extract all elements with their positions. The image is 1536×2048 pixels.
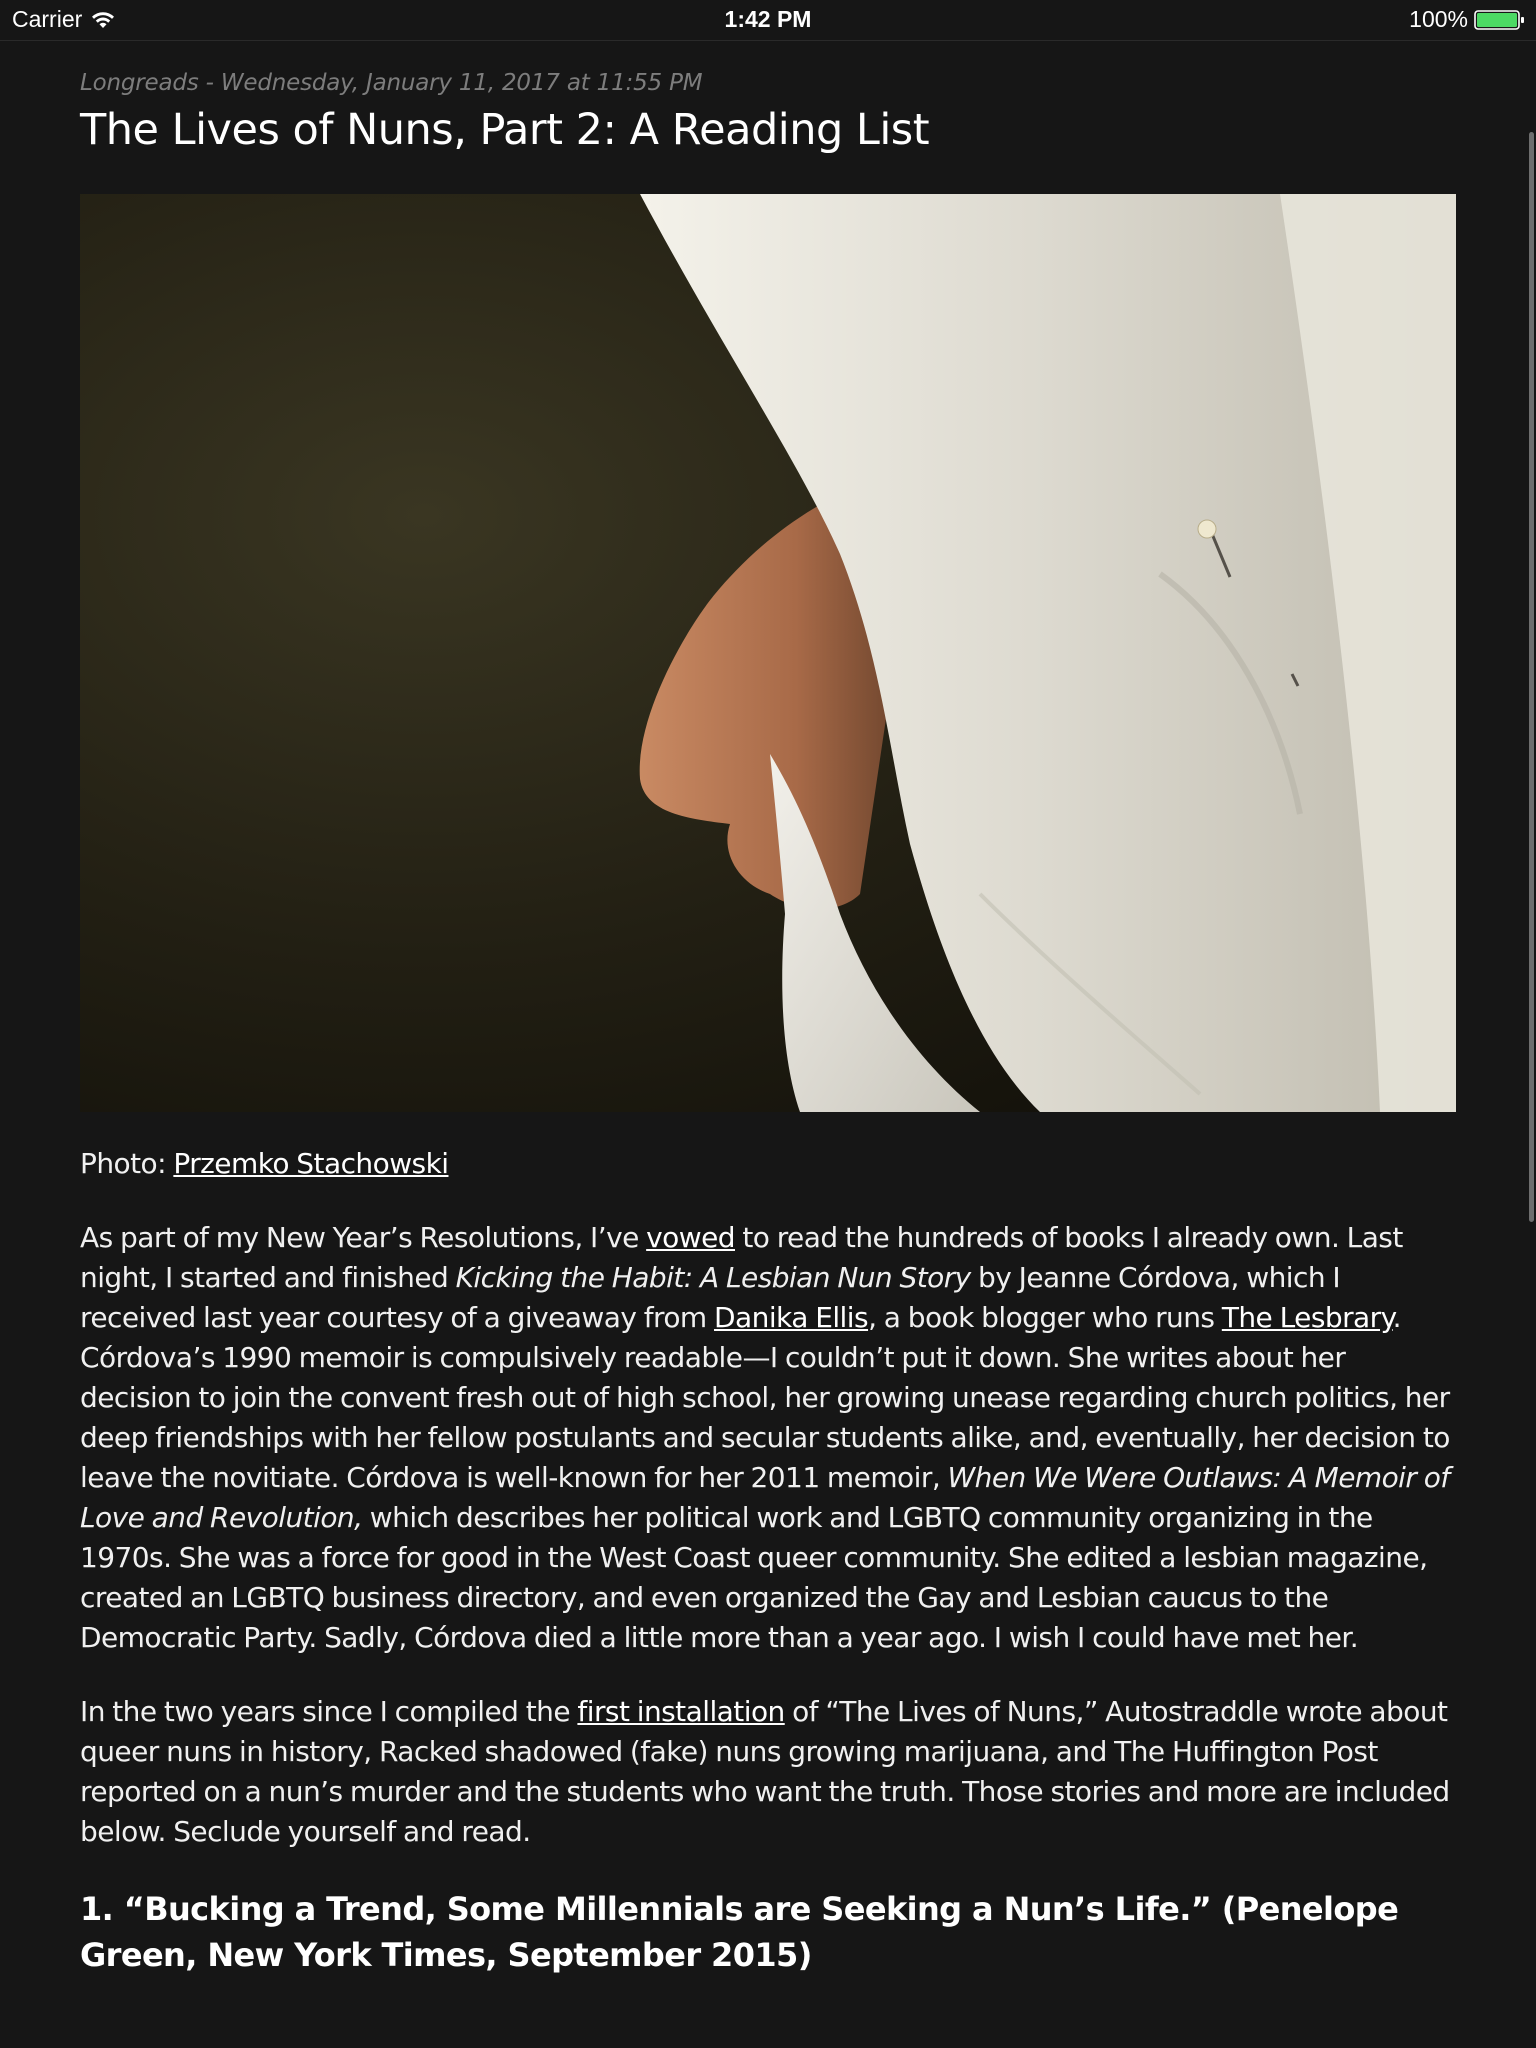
article (80, 70, 1456, 1978)
p2-text-1: In the two years since I compiled the (80, 1695, 578, 1728)
p2-text-2: of “The Lives of Nuns,” Autostraddle wrote about queer nuns in history, Racked shadowed (fake) nuns growing marijuana, and The Huffington Post reported on a nun’s murder and the students who want the truth. Those stories and more are included below. Seclude yourself and read. (80, 1695, 1450, 1848)
paragraph-2 (80, 1692, 1456, 1852)
reading-list-item-1: 1. “Bucking a Trend, Some Millennials are Seeking a Nun’s Life.” (Penelope Green, New York Times, September 2015) (80, 1890, 1399, 1974)
clock: 1:42 PM (724, 6, 812, 32)
book-title-kicking-the-habit: Kicking the Habit: A Lesbian Nun Story (455, 1261, 971, 1294)
status-bar (0, 0, 1536, 41)
p1-text-4: , a book blogger who runs (868, 1301, 1222, 1334)
photo-caption (80, 1144, 1456, 1184)
status-right (1409, 6, 1526, 33)
scrollbar-track[interactable] (1526, 40, 1536, 2048)
p1-text-1: As part of my New Year’s Resolutions, I’ve (80, 1221, 647, 1254)
lesbrary-link[interactable]: The Lesbrary (1221, 1301, 1393, 1334)
article-title: The Lives of Nuns, Part 2: A Reading List (80, 105, 930, 155)
p1-text-3: by Jeanne Córdova, which I received last year courtesy of a giveaway from (80, 1261, 1341, 1334)
danika-ellis-link[interactable]: Danika Ellis (714, 1301, 869, 1334)
battery-percent: 100% (1409, 6, 1468, 32)
p1-text-5: . Córdova’s 1990 memoir is compulsively readable—I couldn’t put it down. She writes about her decision to join the convent fresh out of high school, her growing unease regarding church politics, her deep friendships with her fellow postulants and secular students alike, and, eventually, her decision to leave the novitiate. Córdova is well-known for her 2011 memoir, (80, 1301, 1450, 1494)
carrier-label: Carrier (12, 6, 83, 32)
p1-text-2: to read the hundreds of books I already own. Last night, I started and finished (80, 1221, 1403, 1294)
p1-text-6: which describes her political work and LGBTQ community organizing in the 1970s. She was a force for good in the West Coast queer community. She edited a lesbian magazine, created an LGBTQ business directory, and even organized the Gay and Lesbian caucus to the Democratic Party. Sadly, Córdova died a little more than a year ago. I wish I could have met her. (80, 1501, 1428, 1654)
book-title-outlaws: When We Were Outlaws: A Memoir of Love and Revolution, (80, 1461, 1450, 1534)
vowed-link[interactable]: vowed (646, 1221, 735, 1254)
battery-icon (1474, 9, 1526, 31)
photo-credit-link[interactable]: Przemko Stachowski (173, 1147, 449, 1180)
scrollbar-thumb[interactable] (1529, 132, 1534, 1222)
first-installation-link[interactable]: first installation (577, 1695, 785, 1728)
hero-photo (80, 194, 1456, 1112)
article-meta: Longreads - Wednesday, January 11, 2017 at 11:55 PM (80, 70, 703, 96)
paragraph-1 (80, 1218, 1456, 1658)
photo-caption-prefix: Photo: (80, 1147, 174, 1180)
